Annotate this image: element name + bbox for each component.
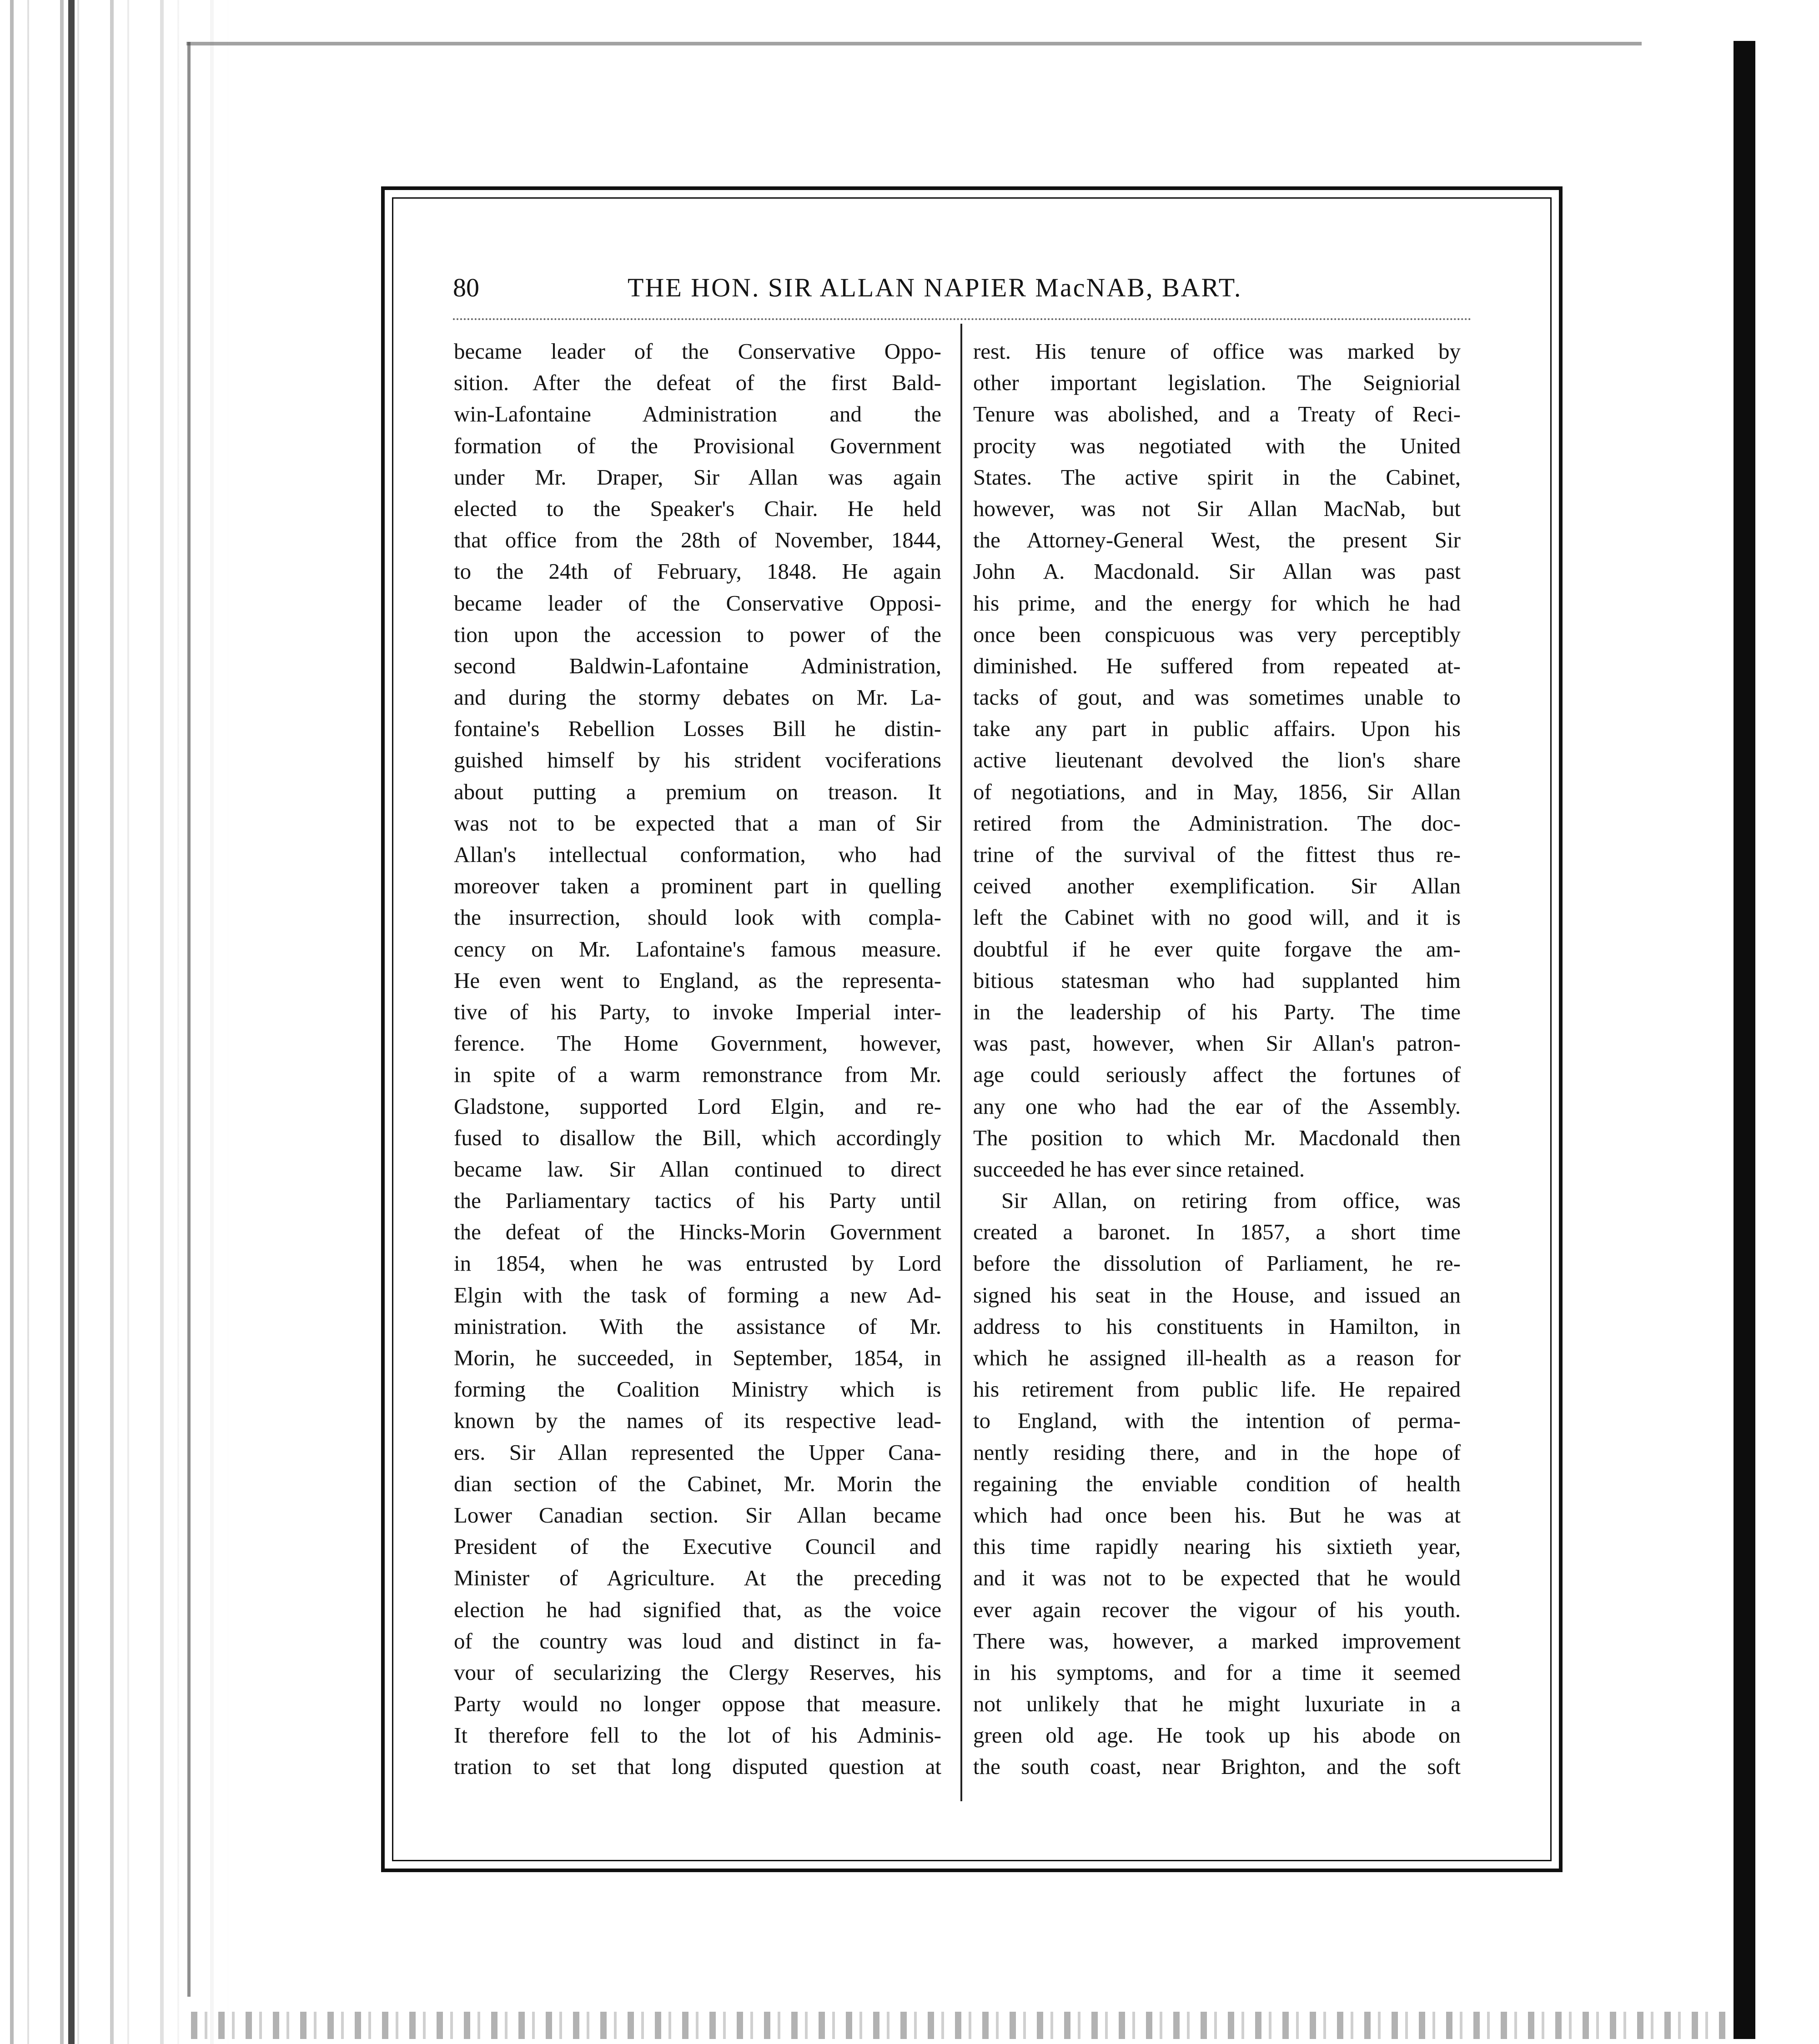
- left-column-line: dian section of the Cabinet, Mr. Morin the: [454, 1471, 941, 1496]
- left-column-line: elected to the Speaker's Chair. He held: [454, 496, 941, 521]
- right-column-line: doubtful if he ever quite forgave the am-: [973, 936, 1461, 962]
- left-column-line: that office from the 28th of November, 1844,: [454, 527, 941, 553]
- right-column-line: nently residing there, and in the hope of: [973, 1439, 1461, 1465]
- left-column-line: forming the Coalition Ministry which is: [454, 1377, 941, 1402]
- left-column-line: under Mr. Draper, Sir Allan was again: [454, 464, 941, 490]
- left-column: [454, 336, 941, 1783]
- right-column-line: and it was not to be expected that he would: [973, 1565, 1461, 1591]
- running-head: THE HON. SIR ALLAN NAPIER MacNAB, BART.: [628, 273, 1242, 302]
- left-column-line: ference. The Home Government, however,: [454, 1031, 941, 1056]
- left-column-line: in spite of a warm remonstrance from Mr.: [454, 1062, 941, 1087]
- left-column-line: of the country was loud and distinct in fa-: [454, 1628, 941, 1653]
- left-column-line: Morin, he succeeded, in September, 1854, in: [454, 1345, 941, 1370]
- right-column-line: left the Cabinet with no good will, and it is: [973, 905, 1461, 930]
- right-column-line: There was, however, a marked improvement: [973, 1628, 1461, 1653]
- left-column-line: the insurrection, should look with compla-: [454, 905, 941, 930]
- left-column-line: the Parliamentary tactics of his Party until: [454, 1188, 941, 1213]
- right-column-line: Tenure was abolished, and a Treaty of Reci-: [973, 401, 1461, 427]
- right-column-line: the Attorney-General West, the present Sir: [973, 527, 1461, 553]
- right-column-line: green old age. He took up his abode on: [973, 1723, 1461, 1748]
- left-column-line: known by the names of its respective lead-: [454, 1408, 941, 1433]
- right-column-line: before the dissolution of Parliament, he re-: [973, 1251, 1461, 1276]
- right-column-line: bitious statesman who had supplanted him: [973, 967, 1461, 993]
- right-column-line: diminished. He suffered from repeated at-: [973, 653, 1461, 678]
- left-column-line: became leader of the Conservative Oppo-: [454, 339, 941, 364]
- right-column-line: other important legislation. The Seigniorial: [973, 370, 1461, 396]
- right-column-line: ever again recover the vigour of his youth.: [973, 1597, 1461, 1622]
- left-column-line: became law. Sir Allan continued to direct: [454, 1156, 941, 1182]
- right-column-line: ceived another exemplification. Sir Allan: [973, 873, 1461, 899]
- right-column-line: this time rapidly nearing his sixtieth year,: [973, 1534, 1461, 1559]
- right-column-line: was past, however, when Sir Allan's patron-: [973, 1031, 1461, 1056]
- right-column-line: not unlikely that he might luxuriate in a: [973, 1691, 1461, 1717]
- left-column-line: was not to be expected that a man of Sir: [454, 810, 941, 836]
- right-column-line: trine of the survival of the fittest thus re-: [973, 842, 1461, 867]
- left-column-line: fontaine's Rebellion Losses Bill he distin-: [454, 716, 941, 741]
- column-divider: [960, 324, 962, 1801]
- page-left-edge: [187, 42, 191, 1997]
- left-column-line: about putting a premium on treason. It: [454, 779, 941, 804]
- right-column-line: States. The active spirit in the Cabinet,: [973, 464, 1461, 490]
- right-column-line: in his symptoms, and for a time it seemed: [973, 1659, 1461, 1685]
- page-bottom-edge: [191, 2012, 1733, 2039]
- left-column-line: in 1854, when he was entrusted by Lord: [454, 1251, 941, 1276]
- right-column-line: succeeded he has ever since retained.: [973, 1156, 1305, 1182]
- left-column-line: He even went to England, as the representa-: [454, 967, 941, 993]
- left-column-line: Elgin with the task of forming a new Ad-: [454, 1282, 941, 1308]
- right-column-line: any one who had the ear of the Assembly.: [973, 1093, 1461, 1119]
- left-column-line: Lower Canadian section. Sir Allan became: [454, 1502, 941, 1528]
- left-column-line: cency on Mr. Lafontaine's famous measure.: [454, 936, 941, 962]
- left-column-line: moreover taken a prominent part in quelling: [454, 873, 941, 899]
- left-column-line: guished himself by his strident vociferations: [454, 747, 941, 773]
- right-column-line: address to his constituents in Hamilton, in: [973, 1313, 1461, 1339]
- left-column-line: formation of the Provisional Government: [454, 433, 941, 458]
- left-column-line: vour of secularizing the Clergy Reserves, his: [454, 1659, 941, 1685]
- right-column-line: tacks of gout, and was sometimes unable to: [973, 685, 1461, 710]
- right-column-line: which he assigned ill-health as a reason for: [973, 1345, 1461, 1370]
- left-column-line: ministration. With the assistance of Mr.: [454, 1313, 941, 1339]
- right-column: [973, 336, 1461, 1783]
- left-column-line: tive of his Party, to invoke Imperial inter-: [454, 999, 941, 1024]
- left-column-line: President of the Executive Council and: [454, 1534, 941, 1559]
- right-column-line: John A. Macdonald. Sir Allan was past: [973, 559, 1461, 584]
- left-column-line: win-Lafontaine Administration and the: [454, 401, 941, 427]
- left-column-line: the defeat of the Hincks-Morin Government: [454, 1219, 941, 1245]
- left-column-line: second Baldwin-Lafontaine Administration,: [454, 653, 941, 678]
- right-column-line: which had once been his. But he was at: [973, 1502, 1461, 1528]
- left-column-line: Minister of Agriculture. At the preceding: [454, 1565, 941, 1591]
- left-column-line: fused to disallow the Bill, which accordingly: [454, 1125, 941, 1150]
- right-column-line: The position to which Mr. Macdonald then: [973, 1125, 1461, 1150]
- scan-right-border: [1734, 41, 1755, 2039]
- right-column-line: of negotiations, and in May, 1856, Sir Allan: [973, 779, 1461, 804]
- left-column-line: tration to set that long disputed question at: [454, 1754, 941, 1779]
- left-column-line: Gladstone, supported Lord Elgin, and re-: [454, 1093, 941, 1119]
- right-column-line: however, was not Sir Allan MacNab, but: [973, 496, 1461, 521]
- right-column-line: his retirement from public life. He repaired: [973, 1377, 1461, 1402]
- header-rule: [453, 318, 1472, 320]
- right-column-line: active lieutenant devolved the lion's share: [973, 747, 1461, 773]
- left-column-line: ers. Sir Allan represented the Upper Cana-: [454, 1439, 941, 1465]
- left-column-line: tion upon the accession to power of the: [454, 621, 941, 647]
- left-column-line: sition. After the defeat of the first Bald-: [454, 370, 941, 396]
- right-column-line: signed his seat in the House, and issued an: [973, 1282, 1461, 1308]
- right-column-line: regaining the enviable condition of health: [973, 1471, 1461, 1496]
- page-top-edge: [186, 42, 1642, 45]
- spine-edge: [68, 0, 75, 2044]
- right-column-line: the south coast, near Brighton, and the soft: [973, 1754, 1461, 1779]
- left-column-line: It therefore fell to the lot of his Adminis-: [454, 1723, 941, 1748]
- right-column-line: created a baronet. In 1857, a short time: [973, 1219, 1461, 1245]
- spine-fade: [0, 0, 236, 2044]
- right-column-line: his prime, and the energy for which he had: [973, 590, 1461, 616]
- right-column-line: in the leadership of his Party. The time: [973, 999, 1461, 1024]
- right-column-line: retired from the Administration. The doc-: [973, 810, 1461, 836]
- right-column-line: Sir Allan, on retiring from office, was: [1001, 1188, 1461, 1213]
- left-column-line: and during the stormy debates on Mr. La-: [454, 685, 941, 710]
- right-column-line: to England, with the intention of perma-: [973, 1408, 1461, 1433]
- left-column-line: became leader of the Conservative Opposi-: [454, 590, 941, 616]
- left-column-line: Allan's intellectual conformation, who had: [454, 842, 941, 867]
- right-column-line: take any part in public affairs. Upon his: [973, 716, 1461, 741]
- left-column-line: Party would no longer oppose that measure.: [454, 1691, 941, 1717]
- right-column-line: once been conspicuous was very perceptibly: [973, 621, 1461, 647]
- right-column-line: procity was negotiated with the United: [973, 433, 1461, 458]
- left-column-line: to the 24th of February, 1848. He again: [454, 559, 941, 584]
- right-column-line: rest. His tenure of office was marked by: [973, 339, 1461, 364]
- page-number: 80: [453, 273, 479, 302]
- left-column-line: election he had signified that, as the voice: [454, 1597, 941, 1622]
- right-column-line: age could seriously affect the fortunes of: [973, 1062, 1461, 1087]
